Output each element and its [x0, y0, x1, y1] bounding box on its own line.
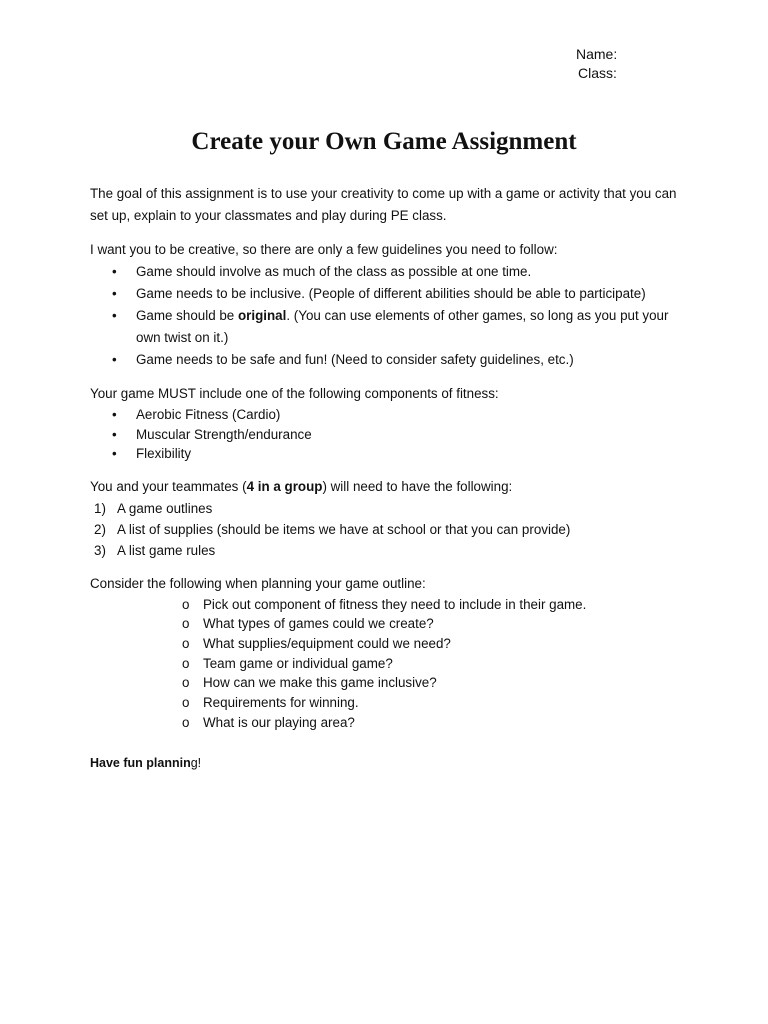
list-item [90, 654, 690, 674]
name-class-header [576, 45, 617, 83]
list-item [90, 498, 690, 519]
circle-bullet-icon: o [182, 675, 190, 691]
guideline-text: . (You can use elements of other games, so long as you put your own twist on it.) [136, 308, 669, 345]
fitness-list [90, 405, 690, 464]
name-label: Name: [576, 46, 618, 62]
fitness-item: Aerobic Fitness (Cardio) [136, 407, 281, 422]
list-item [90, 595, 690, 615]
fitness-item: Muscular Strength/endurance [136, 426, 312, 442]
fitness-lead: Your game MUST include one of the following components of fitness: [90, 386, 499, 401]
closing-bold: Have fun plannin [90, 756, 191, 771]
intro-paragraph: The goal of this assignment is to use your creativity to come up with a game or activity that you can set up, explain to your classmates and play during PE class. [90, 186, 677, 223]
guideline-emphasis: original [237, 308, 287, 323]
circle-bullet-icon: o [182, 616, 190, 632]
planning-item: How can we make this game inclusive? [203, 675, 437, 691]
team-lead-text: You and your teammates ( [90, 478, 247, 494]
list-item [90, 673, 690, 693]
circle-bullet-icon: o [182, 596, 190, 612]
bullet-icon: • [112, 426, 117, 442]
list-item [90, 425, 690, 445]
bullet-icon: • [112, 264, 117, 279]
team-lead [90, 476, 690, 498]
deliverables-list [90, 498, 690, 561]
guidelines-lead: I want you to be creative, so there are only a few guidelines you need to follow: [90, 242, 558, 257]
list-item [90, 405, 690, 425]
fitness-item: Flexibility [136, 446, 192, 461]
list-item [90, 614, 690, 634]
team-lead-text: ) will need to have the following: [322, 478, 513, 494]
deliverable-text: A list of supplies (should be items we have at school or that you can provide) [117, 521, 571, 537]
list-item [90, 519, 690, 540]
circle-bullet-icon: o [182, 635, 190, 651]
guideline-text: Game should be [136, 308, 238, 323]
deliverable-text: A game outlines [117, 500, 213, 516]
guidelines-list [90, 261, 690, 371]
guideline-text: Game should involve as much of the class as possible at one time. [136, 264, 532, 279]
planning-item: Pick out component of fitness they need to include in their game. [203, 596, 587, 612]
planning-item: What is our playing area? [203, 714, 355, 730]
bullet-icon: • [112, 308, 117, 323]
list-number: 1) [94, 500, 106, 516]
list-number: 3) [94, 542, 106, 558]
bullet-icon: • [112, 446, 117, 461]
assignment-body [90, 183, 690, 774]
guideline-text: Game needs to be safe and fun! (Need to consider safety guidelines, etc.) [136, 352, 574, 367]
planning-lead: Consider the following when planning your game outline: [90, 575, 426, 591]
closing-line [90, 752, 690, 774]
list-item [90, 305, 690, 349]
planning-item: What types of games could we create? [203, 616, 434, 632]
planning-item: Team game or individual game? [203, 655, 393, 671]
deliverable-text: A list game rules [117, 542, 216, 558]
circle-bullet-icon: o [182, 655, 190, 671]
planning-item: Requirements for winning. [203, 695, 359, 711]
circle-bullet-icon: o [182, 714, 190, 730]
circle-bullet-icon: o [182, 695, 190, 711]
guideline-text: Game needs to be inclusive. (People of different abilities should be able to participate) [136, 286, 646, 301]
list-item [90, 261, 690, 283]
planning-item: What supplies/equipment could we need? [203, 635, 451, 651]
closing-end: g! [190, 756, 202, 771]
bullet-icon: • [112, 352, 117, 367]
list-number: 2) [94, 521, 106, 537]
list-item [90, 444, 690, 464]
bullet-icon: • [112, 286, 117, 301]
page-title: Create your Own Game Assignment [191, 128, 577, 155]
list-item [90, 713, 690, 733]
planning-list [90, 595, 690, 733]
team-size-emphasis: 4 in a group [246, 478, 323, 494]
list-item [90, 540, 690, 561]
list-item [90, 283, 690, 305]
bullet-icon: • [112, 407, 117, 422]
list-item [90, 634, 690, 654]
list-item [90, 349, 690, 371]
list-item [90, 693, 690, 713]
class-label: Class: [578, 65, 617, 81]
